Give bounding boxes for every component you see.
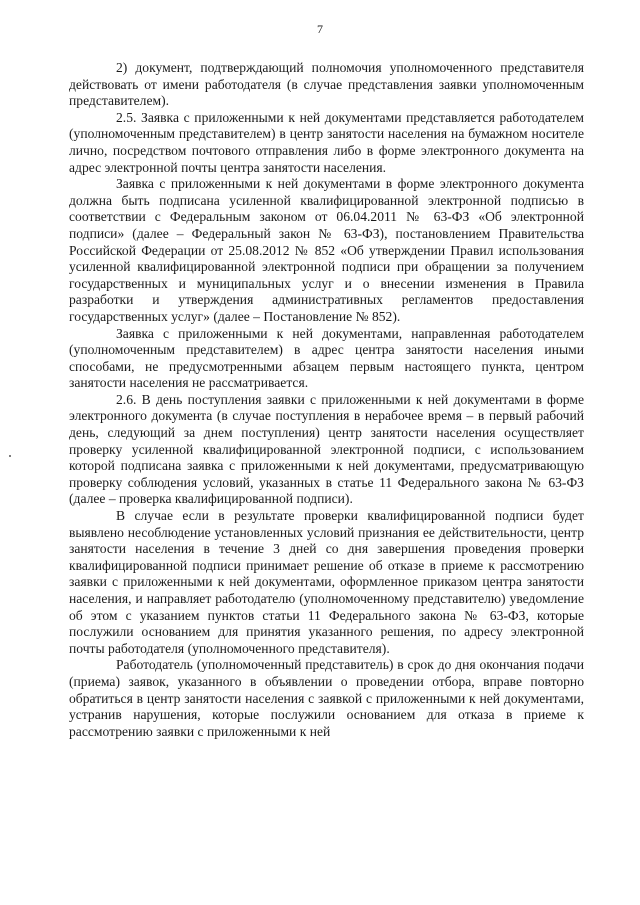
document-body bbox=[69, 60, 584, 740]
page-number: 7 bbox=[317, 22, 323, 36]
paragraph-2-6-refusal: В случае если в результате проверки квалифицированной подписи будет выявлено несоблюдение установленных условий признания ее действительности, центр занятости населения в течение 3 дней со дня завершения проведения проверки квалифицированной подписи принимает решение об отказе в приеме к рассмотрению заявки с приложенными к ней документами, оформленное приказом центра занятости населения, и направляет работодателю (уполномоченному представителю) уведомление об этом с указанием пунктов статьи 11 Федерального закона № 63-ФЗ, которые послужили основанием для принятия указанного решения, по адресу электронной почты работодателя (уполномоченного представителя). bbox=[69, 508, 584, 656]
paragraph-2-5-other-methods: Заявка с приложенными к ней документами, направленная работодателем (уполномоченным представителем) в адрес центра занятости населения иными способами, не предусмотренными абзацем первым настоящего пункта, центром занятости населения не рассматривается. bbox=[69, 325, 584, 391]
paragraph-2-6-resubmission: Работодатель (уполномоченный представитель) в срок до дня окончания подачи (приема) заявок, указанного в объявлении о проведении отбора, вправе повторно обратиться в центр занятости населения с заявкой с приложенными к ней документами, устранив нарушения, которые послужили основанием для отказа в приеме к рассмотрению заявки с приложенными к ней bbox=[69, 657, 584, 739]
paragraph-2-5: 2.5. Заявка с приложенными к ней документами представляется работодателем (уполномоченным представителем) в центр занятости населения на бумажном носителе лично, посредством почтового отправления либо в форме электронного документа на адрес электронной почты центра занятости населения. bbox=[69, 109, 584, 175]
scan-mark bbox=[9, 455, 11, 457]
paragraph-2-4-item-2: 2) документ, подтверждающий полномочия уполномоченного представителя действовать от имени работодателя (в случае представления заявки уполномоченным представителем). bbox=[69, 60, 584, 109]
paragraph-2-6: 2.6. В день поступления заявки с приложенными к ней документами в форме электронного документа (в случае поступления в нерабочее время – в первый рабочий день, следующий за днем поступления) центр занятости населения осуществляет проверку усиленной квалифицированной электронной подписи, с использованием которой подписана заявка с приложенными к ней документами, предусматривающую проверку соблюдения условий, указанных в статье 11 Федерального закона № 63-ФЗ (далее – проверка квалифицированной подписи). bbox=[69, 391, 584, 507]
paragraph-2-5-signature: Заявка с приложенными к ней документами в форме электронного документа должна быть подписана усиленной квалифицированной электронной подписью в соответствии с Федеральным законом от 06.04.2011 № 63-ФЗ «Об электронной подписи» (далее – Федеральный закон № 63-ФЗ), постановлением Правительства Российской Федерации от 25.08.2012 № 852 «Об утверждении Правил использования усиленной квалифицированной электронной подписи при обращении за получением государственных и муниципальных услуг и о внесении изменения в Правила разработки и утверждения административных регламентов предоставления государственных услуг» (далее – Постановление № 852). bbox=[69, 176, 584, 324]
